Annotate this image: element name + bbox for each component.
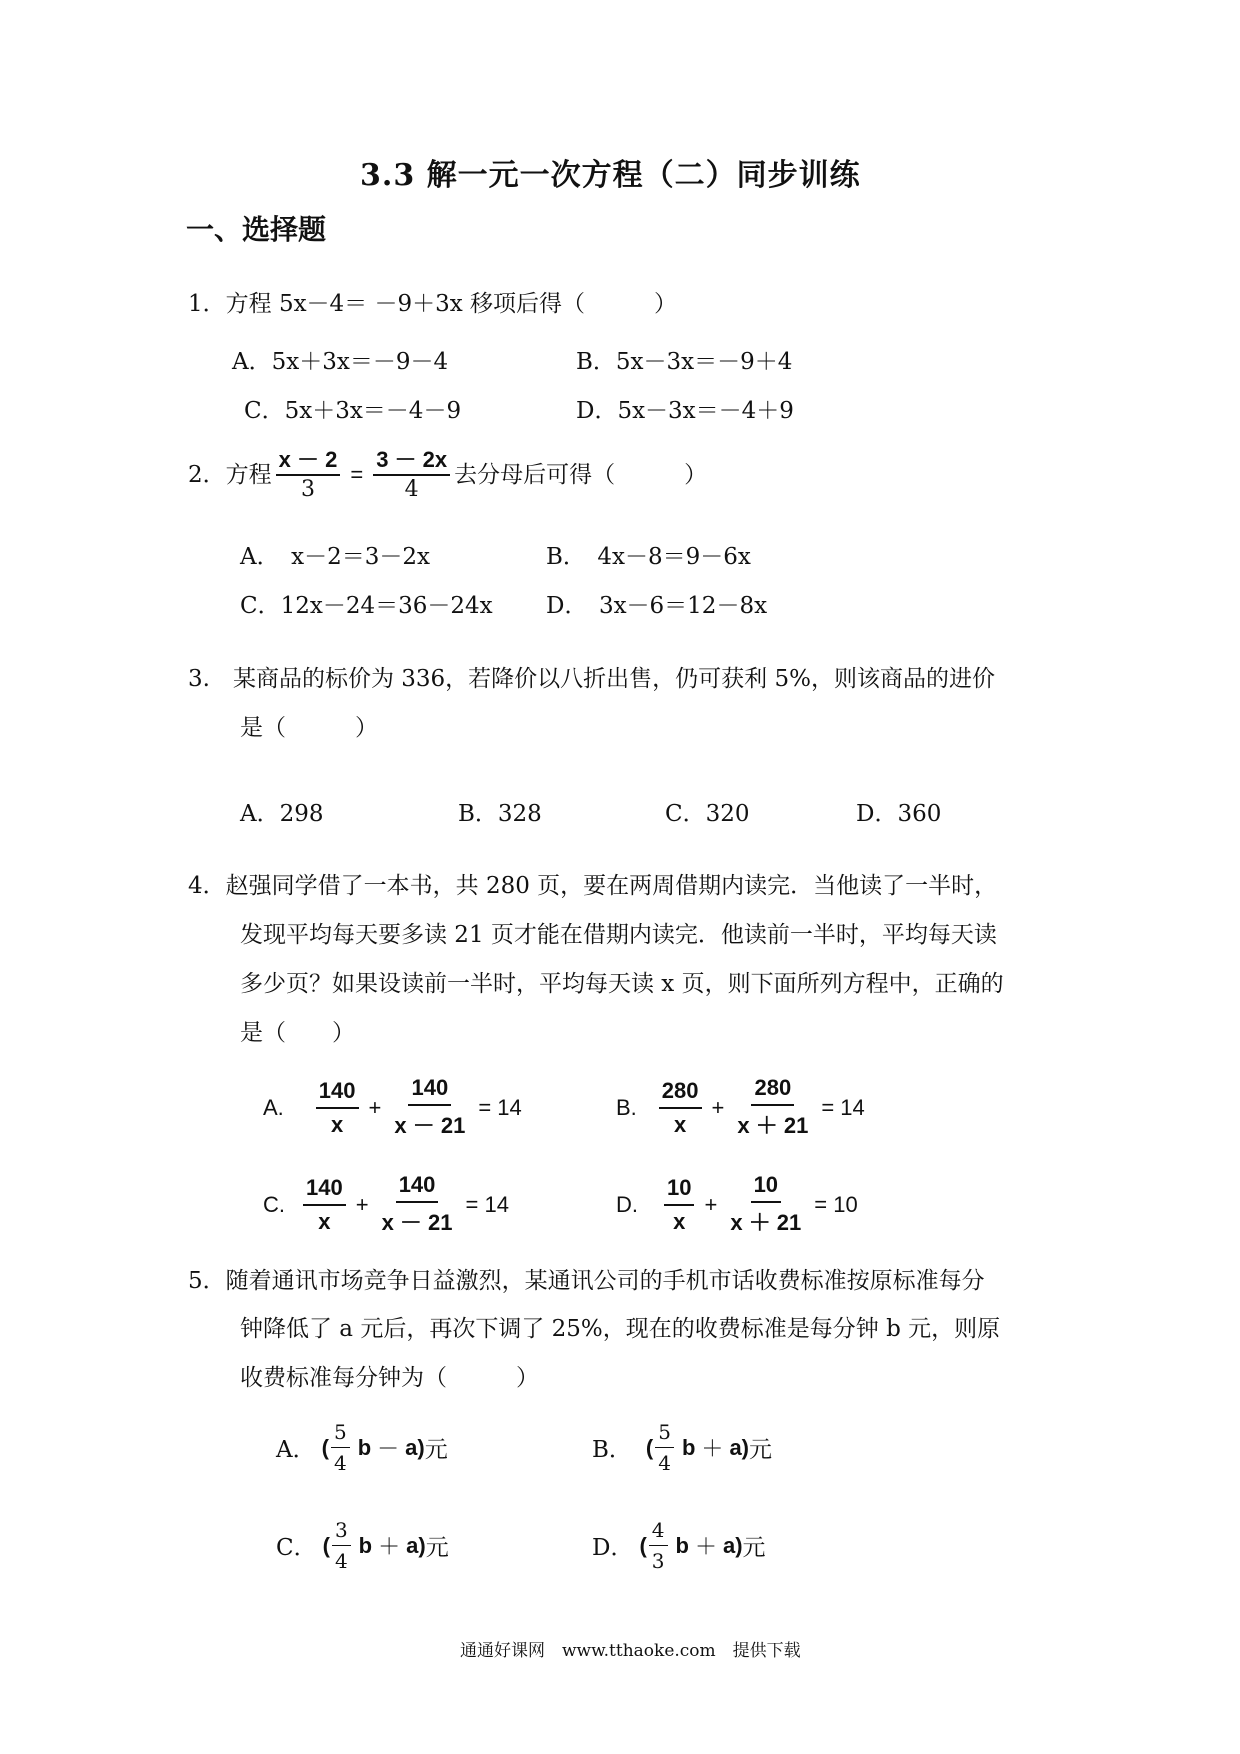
q2-option-a: A． x－2＝3－2x [240, 544, 430, 570]
q1-option-b: B．5x－3x＝－9＋4 [576, 349, 793, 375]
q5-line-1: 5．随着通讯市场竞争日益激烈，某通讯公司的手机市话收费标准按原标准每分 [188, 1268, 985, 1294]
q4-option-a [263, 1075, 528, 1140]
q4c-num-1: 140 [303, 1175, 346, 1206]
q5c-fraction [332, 1518, 351, 1573]
q3-line-1: 3. 某商品的标价为 336，若降价以八折出售，仍可获利 5%，则该商品的进价 [188, 666, 995, 692]
q4-option-d-label: D. [616, 1191, 638, 1217]
q3-option-d: D．360 [856, 801, 942, 827]
q5-line-3: 收费标准每分钟为（ ） [240, 1365, 539, 1391]
q2-option-d: D． 3x－6＝12－8x [546, 593, 768, 619]
q4b-fraction-2 [734, 1075, 811, 1140]
q3-line-2: 是（ ） [240, 715, 378, 741]
q4a-num-2: 140 [408, 1075, 451, 1106]
q5b-fraction [655, 1420, 674, 1475]
q5d-unit: 元 [742, 1535, 766, 1561]
q5-option-b [592, 1420, 772, 1475]
q5a-den: 4 [333, 1451, 347, 1475]
q5b-unit: 元 [749, 1437, 772, 1463]
q4c-den-2: x － 21 [381, 1210, 453, 1235]
q5-option-d [592, 1518, 766, 1573]
q4d-fraction-2 [727, 1172, 804, 1237]
q4-option-b-label: B. [616, 1094, 637, 1120]
q4-option-a-label: A. [263, 1094, 284, 1120]
q4c-den-1: x [318, 1208, 331, 1234]
q5b-tail: a) [729, 1434, 749, 1460]
q4d-plus: + [704, 1191, 718, 1217]
q5a-label: A． [276, 1437, 316, 1463]
q2-option-c: C．12x－24＝36－24x [240, 593, 493, 619]
q5a-tail: a) [405, 1434, 425, 1460]
q5d-open: ( [639, 1532, 647, 1558]
q4b-plus: + [711, 1094, 725, 1120]
q5d-fraction [649, 1518, 668, 1573]
q5c-den: 4 [334, 1549, 348, 1573]
q5b-open: ( [645, 1434, 654, 1460]
q2-stem [188, 449, 707, 501]
q5a-unit: 元 [424, 1437, 448, 1463]
q4d-num-1: 10 [664, 1175, 694, 1206]
q4-line-3: 多少页？如果设读前一半时，平均每天读 x 页，则下面所列方程中，正确的 [240, 971, 1004, 997]
q5c-num: 3 [332, 1518, 351, 1546]
q5c-open: ( [322, 1532, 330, 1558]
q2-equals: = [350, 462, 364, 487]
q4d-fraction-1 [664, 1175, 694, 1235]
q5b-var: b [681, 1434, 696, 1460]
q5d-den: 3 [651, 1549, 665, 1573]
q3-option-a: A．298 [240, 801, 324, 827]
q4b-num-1: 280 [659, 1078, 702, 1109]
q2-lhs-fraction [276, 449, 341, 501]
q4a-fraction-2 [391, 1075, 468, 1140]
q4a-plus: + [368, 1094, 382, 1120]
q5b-label: B． [592, 1437, 632, 1463]
q3-option-c: C．320 [665, 801, 750, 827]
q4a-den-2: x － 21 [394, 1113, 466, 1138]
q4-line-4: 是（ ） [240, 1020, 355, 1046]
q4-option-d [616, 1172, 864, 1237]
page-title: 3.3 解一元一次方程（二）同步训练 [360, 158, 861, 193]
q2-rhs-fraction [373, 449, 450, 501]
q4c-equals: = 14 [465, 1191, 509, 1217]
q5d-op: ＋ [694, 1534, 717, 1559]
q4b-fraction-1 [659, 1078, 702, 1138]
page-footer: 通通好课网 www.tthaoke.com 提供下载 [460, 1641, 801, 1661]
q5-option-a [276, 1420, 448, 1475]
q5d-var: b [675, 1532, 689, 1558]
q4c-num-2: 140 [396, 1172, 439, 1203]
q5a-open: ( [321, 1434, 329, 1460]
q4c-fraction-2 [379, 1172, 456, 1237]
q5b-op: ＋ [701, 1436, 724, 1461]
q4b-num-2: 280 [751, 1075, 794, 1106]
section-heading: 一、选择题 [186, 213, 327, 246]
q1-stem: 1．方程 5x－4＝ －9＋3x 移项后得（ ） [188, 291, 678, 317]
q2-suffix: 去分母后可得（ ） [454, 461, 708, 488]
q5b-num: 5 [655, 1420, 674, 1448]
q2-rhs-denominator: 4 [404, 477, 419, 502]
q2-lhs-numerator: x － 2 [276, 449, 341, 476]
q4d-num-2: 10 [751, 1172, 781, 1203]
q4b-equals: = 14 [821, 1094, 865, 1120]
q4-line-2: 发现平均每天要多读 21 页才能在借期内读完．他读前一半时，平均每天读 [240, 922, 997, 948]
q4-option-c-label: C. [263, 1191, 285, 1217]
q4c-plus: + [355, 1191, 369, 1217]
q2-rhs-numerator: 3 － 2x [373, 449, 450, 476]
q2-option-b: B． 4x－8＝9－6x [546, 544, 751, 570]
q4d-den-2: x ＋ 21 [730, 1210, 802, 1235]
q5d-label: D． [592, 1535, 634, 1561]
q4d-equals: = 10 [814, 1191, 858, 1217]
q4a-fraction-1 [316, 1078, 359, 1138]
q2-lhs-denominator: 3 [300, 477, 315, 502]
q1-option-c: C．5x＋3x＝－4－9 [244, 398, 462, 424]
q2-prefix: 2．方程 [188, 461, 272, 488]
q1-option-d: D．5x－3x＝－4＋9 [576, 398, 794, 424]
q5a-op: － [377, 1436, 400, 1461]
q5d-num: 4 [649, 1518, 668, 1546]
q4-line-1: 4．赵强同学借了一本书，共 280 页，要在两周借期内读完．当他读了一半时， [188, 873, 998, 899]
q5-line-2: 钟降低了 a 元后，再次下调了 25%，现在的收费标准是每分钟 b 元，则原 [240, 1316, 1001, 1342]
q5a-num: 5 [331, 1420, 350, 1448]
q5-option-c [276, 1518, 449, 1573]
q4c-fraction-1 [303, 1175, 346, 1235]
q5a-var: b [357, 1434, 372, 1460]
q5b-den: 4 [658, 1451, 671, 1475]
q4-option-c [263, 1172, 515, 1237]
q4a-den-1: x [331, 1111, 344, 1137]
q5c-op: ＋ [378, 1534, 401, 1559]
q4a-equals: = 14 [478, 1094, 522, 1120]
q4a-num-1: 140 [316, 1078, 359, 1109]
q4d-den-1: x [673, 1208, 686, 1234]
q4b-den-1: x [674, 1111, 687, 1137]
q5a-fraction [331, 1420, 350, 1475]
q4b-den-2: x ＋ 21 [737, 1113, 809, 1138]
q4-option-b [616, 1075, 871, 1140]
q3-option-b: B．328 [458, 801, 542, 827]
q5c-unit: 元 [425, 1535, 449, 1561]
q5c-tail: a) [406, 1532, 426, 1558]
q5c-label: C． [276, 1535, 317, 1561]
q5d-tail: a) [722, 1532, 743, 1558]
q1-option-a: A．5x＋3x＝－9－4 [232, 349, 449, 375]
q5c-var: b [358, 1532, 373, 1558]
